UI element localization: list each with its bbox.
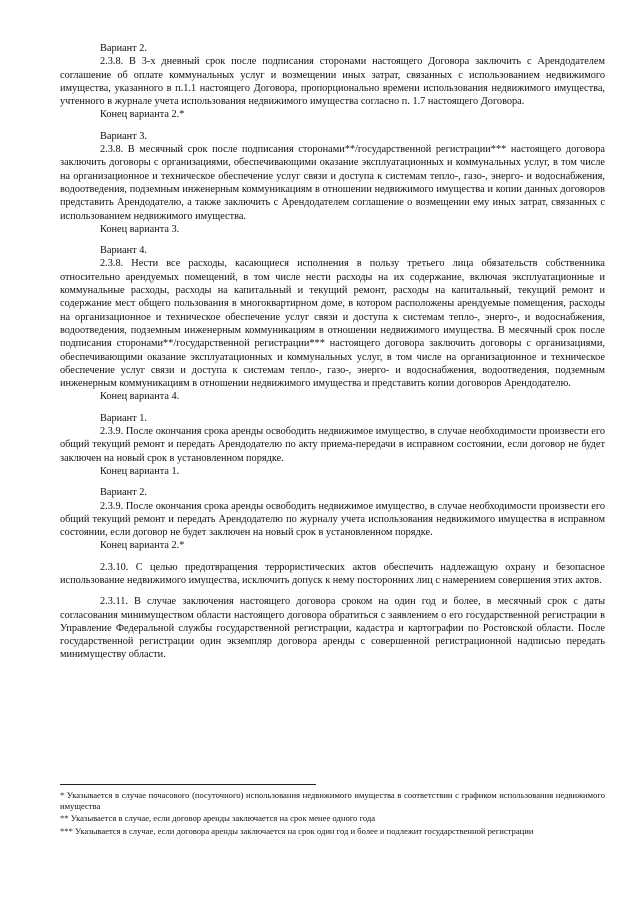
- footnote: ** Указывается в случае, если договор аренды заключается на срок менее одного года: [60, 813, 376, 824]
- variant-end: Конец варианта 1.: [100, 465, 180, 477]
- clause-block: [60, 561, 605, 588]
- variant-heading: Вариант 3.: [100, 130, 147, 142]
- clause-text: 2.3.9. После окончания срока аренды освободить недвижимое имущество, в случае необходимости произвести его общий текущий ремонт и передать Арендодателю по журналу учета использования недвижимого имущества в исправном состоянии, если договор не будет заключен на новый срок в установленном порядке.: [60, 500, 605, 539]
- variant-block: [60, 42, 605, 122]
- variant-block: [60, 412, 605, 478]
- footnote: *** Указывается в случае, если договора аренды заключается на срок один год и более и подлежит государственной регистрации: [60, 825, 534, 836]
- clause-block: [60, 595, 605, 661]
- clause-text: 2.3.8. В месячный срок после подписания сторонами**/государственной регистрации*** настоящего договора заключить договоры с организациями, обеспечивающими оказание эксплуатационных и коммунальных услуг, в том числе на организационное и техническое обеспечение услуг связи и доступа к системам тепло-, газо-, энерго- и водоснабжения, водоотведения, подземным инженерным коммуникациям в отношении недвижимого имущества и копии данных договоров представить Арендодателю, а также заключить с Арендодателем соглашение о возмещении ему иных затрат, связанных с использованием недвижимого имущества.: [60, 144, 605, 222]
- footnote-separator: [60, 784, 316, 785]
- clause-text: 2.3.8. Нести все расходы, касающиеся исполнения в пользу третьего лица обязательств собственника относительно арендуемых помещений, в том числе нести расходы на их содержание, включая эксплуатационные и коммунальные расходы, расходы на капитальный и текущий ремонт, расходы на капитальный, текущий ремонт и содержание мест общего пользования в многоквартирном доме, в котором расположены арендуемые помещения, расходы на организационное и техническое обеспечение услуг связи и доступа к системам тепло-, энерго-, и водоснабжения, водоотведения, подземным инженерным коммуникациям в отношении недвижимого имущества. В месячный срок после подписания сторонами**/государственной регистрации*** настоящего договора заключить договоры с организациями, обеспечивающими оказание эксплуатационных и коммунальных услуг, в том числе на организационное и техническое обеспечение услуг связи и доступа к системам тепло-, газо-, энерго- и водоснабжения, водоотведения, подземным инженерным коммуникациям в отношении недвижимого имущества и представить копии договоров Арендодателю.: [60, 258, 605, 390]
- variant-heading: Вариант 2.: [100, 43, 147, 54]
- document-body: [60, 42, 605, 670]
- clause-text: 2.3.9. После окончания срока аренды освободить недвижимое имущество, в случае необходимости произвести его общий текущий ремонт и передать Арендодателю по акту приема-передачи в исправном состоянии, если договор не будет заключен на новый срок в установленном порядке.: [60, 426, 605, 464]
- variant-end: Конец варианта 2.*: [100, 109, 185, 121]
- variant-block: [60, 130, 605, 236]
- variant-end: Конец варианта 4.: [100, 391, 180, 403]
- variant-end: Конец варианта 2.*: [100, 540, 185, 552]
- footnote: * Указывается в случае почасового (посуточного) использования недвижимого имущества в соответствии с графиком использования недвижимого имущества: [60, 790, 605, 812]
- variant-block: [60, 244, 605, 404]
- clause-text: 2.3.8. В 3-х дневный срок после подписания сторонами настоящего Договора заключить с Арендодателем соглашение об оплате коммунальных услуг и возмещении иных затрат, связанных с использованием недвижимого имущества, указанного в п.1.1 настоящего Договора, пропорционально времени использования недвижимого имущества, учтенного в журнале учета использования недвижимого имущества согласно п. 1.7 настоящего Договора.: [60, 56, 605, 108]
- variant-block: [60, 486, 605, 552]
- footnotes: [60, 784, 605, 838]
- clause-text: 2.3.10. С целью предотвращения террористических актов обеспечить надлежащую охрану и безопасное использование недвижимого имущества, исключить допуск к нему посторонних лиц с намерением совершения этих актов.: [60, 561, 605, 586]
- variant-end: Конец варианта 3.: [100, 223, 180, 235]
- variant-heading: Вариант 2.: [100, 487, 147, 499]
- clause-text: 2.3.11. В случае заключения настоящего договора сроком на один год и более, в месячный срок с даты согласования минимуществом области настоящего договора обратиться с заявлением о его государственной регистрации в Управление Федеральной службы государственной регистрации, кадастра и картографии по Ростовской области. После государственной регистрации один экземпляр договора аренды с совершенной регистрационной надписью передать минимуществу области.: [60, 596, 605, 661]
- variant-heading: Вариант 4.: [100, 245, 147, 257]
- variant-heading: Вариант 1.: [100, 412, 147, 424]
